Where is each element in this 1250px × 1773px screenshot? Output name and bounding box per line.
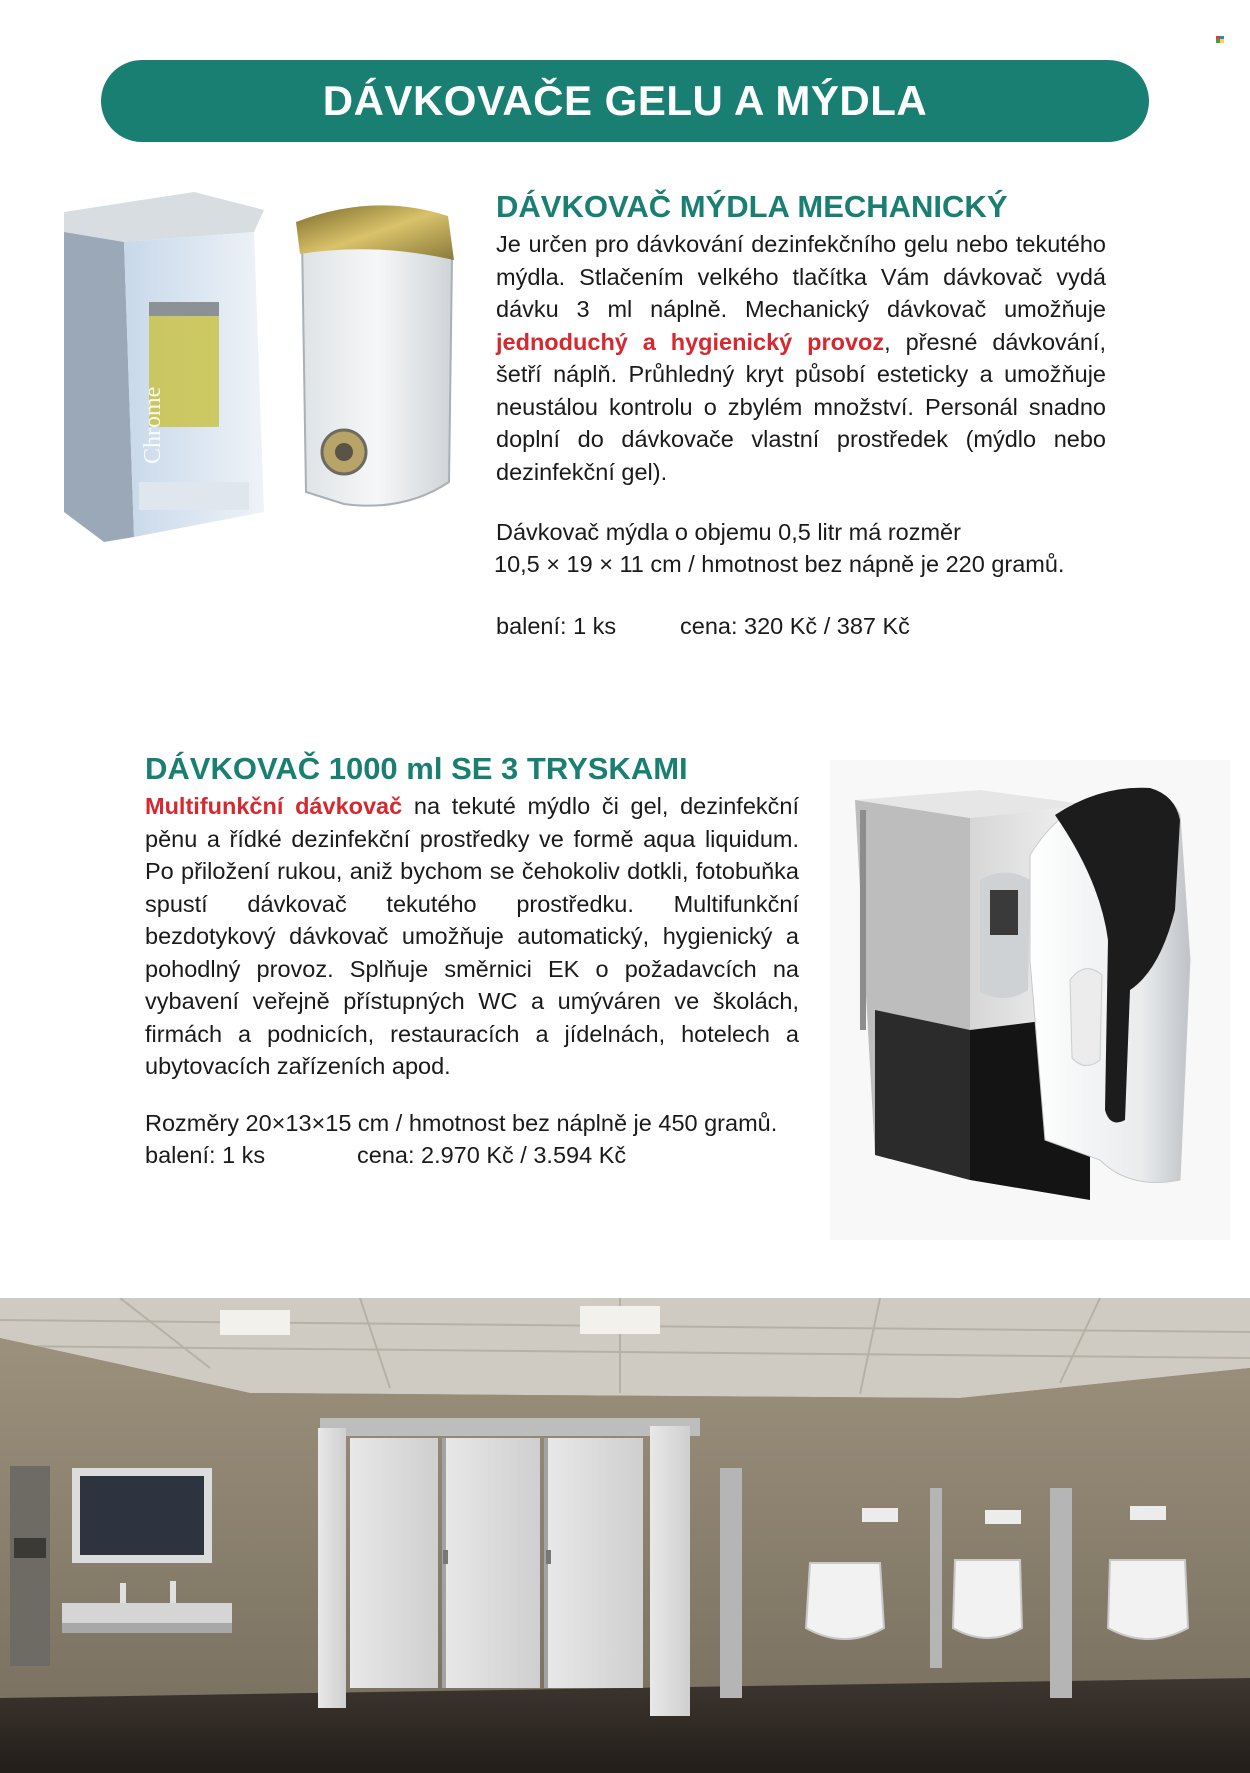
product2-desc-text: na tekuté mýdlo či gel, dezinfekční pěnu a řídké dezinfekční prostředky ve formě aqua liquidum. Po přiložení rukou, aniž bychom se čehokoliv dotkli, fotobuňka spustí dávkovač tekutého prostředku. Multifunkční bezdotykový dávkovač umožňuje automatický, hygienický a pohodlný provoz. Splňuje směrnici EK o požadavcích na vybavení veřejně přístupných WC a umýváren ve školách, firmách a podnicích, restauracích a jídelnách, hotelech a ubytovacích zařízeních apod. (145, 793, 799, 1079)
product1-packaging: balení: 1 ks (496, 613, 617, 639)
box-brand-label: Chrome (140, 386, 166, 464)
product1-image (44, 182, 470, 622)
product2-packaging: balení: 1 ks (145, 1141, 266, 1168)
product1-description (496, 228, 1106, 488)
restroom-illustration (0, 1298, 1250, 1773)
header-banner (101, 60, 1149, 142)
product1-desc-highlight: jednoduchý a hygienický provoz (496, 328, 885, 355)
soap-dispenser-illustration (44, 182, 470, 622)
product2-dimensions: Rozměry 20×13×15 cm / hmotnost bez náplně je 450 gramů. (145, 1109, 778, 1136)
restroom-photo (0, 1298, 1250, 1773)
product1-pricing (496, 610, 1106, 642)
product1-desc-text-end: , přesné dávkování, šetří náplň. Průhledný kryt působí esteticky a umožňuje neustálou kontrolu o zbylém množství. Personál snadno doplní do dávkovače vlastní prostředek (mýdlo nebo dezinfekční gel). (496, 328, 1106, 485)
corner-logo-icon (1216, 36, 1225, 43)
product2-image (830, 760, 1230, 1240)
product2-pricing (145, 1139, 799, 1171)
product2-price: cena: 2.970 Kč / 3.594 Kč (357, 1141, 627, 1168)
page-title: DÁVKOVAČE GELU A MÝDLA (322, 77, 928, 124)
product1-dimensions-line2: 10,5 × 19 × 11 cm / hmotnost bez nápně je 220 gramů. (494, 551, 1065, 577)
product1-price: cena: 320 Kč / 387 Kč (680, 613, 910, 639)
touchless-dispenser-illustration (830, 760, 1230, 1240)
product2-section (145, 750, 799, 1171)
product1-title: DÁVKOVAČ MÝDLA MECHANICKÝ (496, 189, 1008, 224)
product1-dimensions-line1: Dávkovač mýdla o objemu 0,5 litr má rozměr (496, 519, 961, 545)
product1-desc-text: Je určen pro dávkování dezinfekčního gelu nebo tekutého mýdla. Stlačením velkého tlačítka Vám dávkovač vydá dávku 3 ml náplně. Mechanický dávkovač umožňuje (496, 231, 1106, 322)
product1-section (496, 188, 1106, 642)
product2-desc-highlight: Multifunkční dávkovač (145, 793, 403, 819)
product2-title: DÁVKOVAČ 1000 ml SE 3 TRYSKAMI (145, 751, 688, 786)
product2-description (145, 790, 799, 1083)
